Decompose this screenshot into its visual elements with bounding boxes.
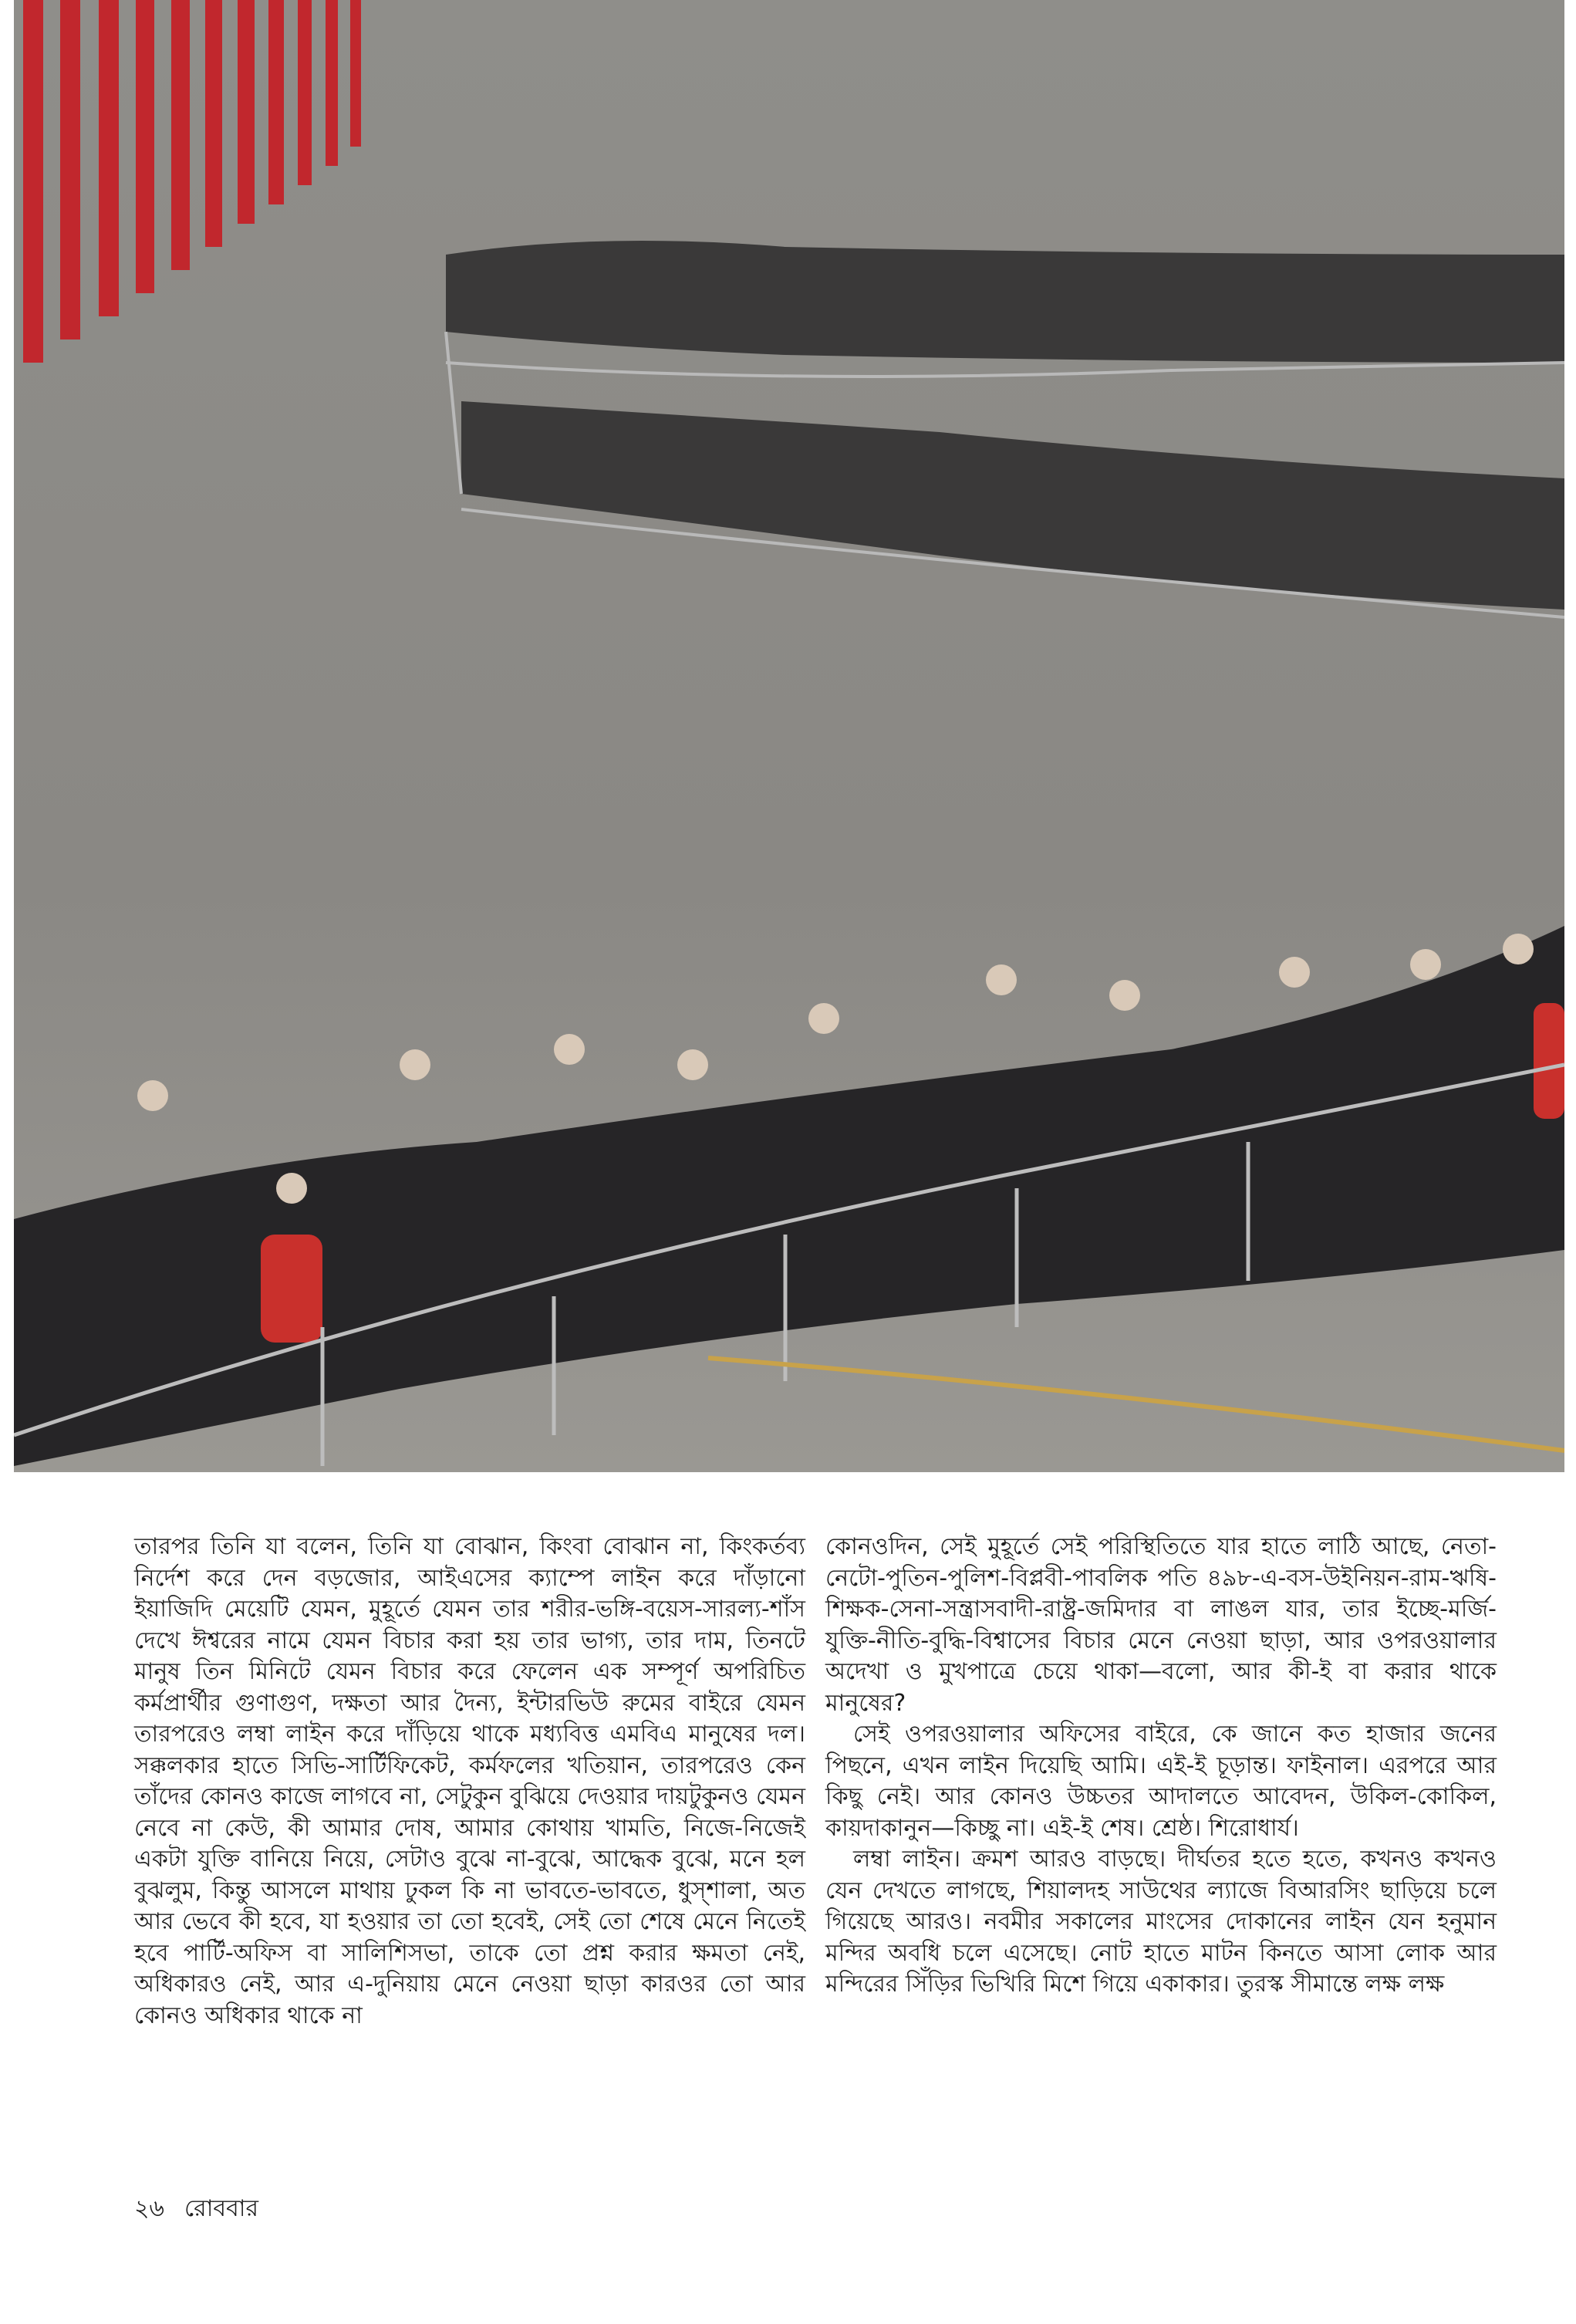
- magazine-name: রোববার: [184, 2195, 258, 2222]
- queue-of-people-photo-icon: [14, 0, 1564, 1472]
- article-paragraph: লম্বা লাইন। ক্রমশ আরও বাড়ছে। দীর্ঘতর হতে হতে, কখনও কখনও যেন দেখতে লাগছে, শিয়ালদহ সাউথের ল্যাজে বিআরসিং ছাড়িয়ে চলে গিয়েছে আরও। নবমীর সকালের মাংসের দোকানের লাইন যেন হনুমান মন্দির অবধি চলে এসেছে। নোট হাতে মাটন কিনতে আসা লোক আর মন্দিরের সিঁড়ির ভিখিরি মিশে গিয়ে একাকার। তুরস্ক সীমান্তে লক্ষ লক্ষ: [825, 1846, 1497, 1998]
- article-column-left: [134, 1532, 805, 2032]
- article-paragraph: সেই ওপরওয়ালার অফিসের বাইরে, কে জানে কত হাজার জনের পিছনে, এখন লাইন দিয়েছি আমি। এই-ই চূড়ান্ত। ফাইনাল। এরপরে আর কিছু নেই। আর কোনও উচ্চতর আদালতে আবেদন, উকিল-কোকিল, কায়দাকানুন—কিচ্ছু না। এই-ই শেষ। শ্রেষ্ঠ। শিরোধার্য।: [825, 1721, 1497, 1842]
- queue-photo: [14, 0, 1564, 1472]
- article-column-right: [825, 1532, 1497, 2001]
- article-paragraph: কোনওদিন, সেই মুহূর্তে সেই পরিস্থিতিতে যার হাতে লাঠি আছে, নেতা-নেটো-পুতিন-পুলিশ-বিপ্লবী-পাবলিক পতি ৪৯৮-এ-বস-উইনিয়ন-রাম-ঋষি-শিক্ষক-সেনা-সন্ত্রাসবাদী-রাষ্ট্র-জমিদার বা লাঙল যার, তার ইচ্ছে-মর্জি-যুক্তি-নীতি-বুদ্ধি-বিশ্বাসের বিচার মেনে নেওয়া ছাড়া, আর ওপরওয়ালার অদেখা ও মুখপাত্রে চেয়ে থাকা—বলো, আর কী-ই বা করার থাকে মানুষের?: [825, 1533, 1497, 1717]
- article-paragraph: তারপর তিনি যা বলেন, তিনি যা বোঝান, কিংবা বোঝান না, কিংকর্তব্য নির্দেশ করে দেন বড়জোর, আইএসের ক্যাম্পে লাইন করে দাঁড়ানো ইয়াজিদি মেয়েটি যেমন, মুহূর্তে যেমন তার শরীর-ভঙ্গি-বয়েস-সারল্য-শাঁস দেখে ঈশ্বরের নামে যেমন বিচার করা হয় তার ভাগ্য, তার দাম, তিনটে মানুষ তিন মিনিটে যেমন বিচার করে ফেলেন এক সম্পূর্ণ অপরিচিত কর্মপ্রার্থীর গুণাগুণ, দক্ষতা আর দৈন্য, ইন্টারভিউ রুমের বাইরে যেমন তারপরেও লম্বা লাইন করে দাঁড়িয়ে থাকে মধ্যবিত্ত এমবিএ মানুষের দল। সক্কলকার হাতে সিভি-সার্টিফিকেট, কর্মফলের খতিয়ান, তারপরেও কেন তাঁদের কোনও কাজে লাগবে না, সেটুকুন বুঝিয়ে দেওয়ার দায়টুকুনও যেমন নেবে না কেউ, কী আমার দোষ, আমার কোথায় খামতি, নিজে-নিজেই একটা যুক্তি বানিয়ে নিয়ে, সেটাও বুঝে না-বুঝে, আদ্ধেক বুঝে, মনে হল বুঝলুম, কিন্তু আসলে মাথায় ঢুকল কি না ভাবতে-ভাবতে, ধুস্‌শালা, অত আর ভেবে কী হবে, যা হওয়ার তা তো হবেই, সেই তো শেষে মেনে নিতেই হবে পার্টি-অফিস বা সালিশিসভা, তাকে তো প্রশ্ন করার ক্ষমতা নেই, অধিকারও নেই, আর এ-দুনিয়ায় মেনে নেওয়া ছাড়া কারওর তো আর কোনও অধিকার থাকে না: [134, 1533, 805, 2029]
- page-footer: [134, 2190, 278, 2229]
- page-number: ২৬: [134, 2195, 165, 2222]
